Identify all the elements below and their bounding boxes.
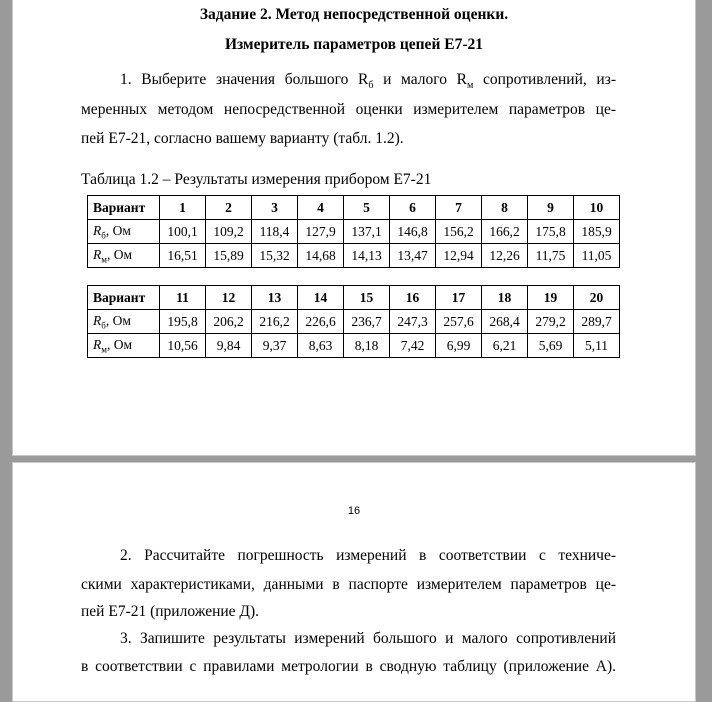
rb-value-cell: 268,4 bbox=[482, 310, 528, 334]
variant-cell: 17 bbox=[436, 286, 482, 310]
rm-value-cell: 15,32 bbox=[252, 244, 298, 268]
rb-value-cell: 236,7 bbox=[344, 310, 390, 334]
paragraph-line: 2. Рассчитайте погрешность измерений в соответствии с техниче- bbox=[120, 547, 616, 564]
row-label: Вариант bbox=[88, 286, 160, 310]
rb-value-cell: 289,7 bbox=[574, 310, 620, 334]
variant-cell: 20 bbox=[574, 286, 620, 310]
table-row-rb bbox=[88, 220, 620, 244]
variant-cell: 5 bbox=[344, 196, 390, 220]
row-label: $R_б$, Ом bbox=[88, 310, 160, 334]
paragraph-line: скими характеристиками, данными в паспорте измерителем параметров це- bbox=[81, 576, 616, 593]
rm-value-cell: 12,26 bbox=[482, 244, 528, 268]
rb-value-cell: 247,3 bbox=[390, 310, 436, 334]
task-title: Задание 2. Метод непосредственной оценки. bbox=[199, 6, 509, 23]
rm-value-cell: 8,63 bbox=[298, 334, 344, 358]
row-label: Вариант bbox=[88, 196, 160, 220]
rm-value-cell: 14,68 bbox=[298, 244, 344, 268]
variant-cell: 7 bbox=[436, 196, 482, 220]
paragraph-line: 1. Выберите значения большого $R_б$ и малого $R_м$ сопротивлений, из- bbox=[120, 71, 616, 92]
rm-value-cell: 11,75 bbox=[528, 244, 574, 268]
rm-value-cell: 9,37 bbox=[252, 334, 298, 358]
variant-cell: 19 bbox=[528, 286, 574, 310]
rm-value-cell: 14,13 bbox=[344, 244, 390, 268]
variant-cell: 6 bbox=[390, 196, 436, 220]
row-label: $R_б$, Ом bbox=[88, 220, 160, 244]
paragraph-line: 3. Запишите результаты измерений большого и малого сопротивлений bbox=[120, 630, 616, 647]
variant-cell: 12 bbox=[206, 286, 252, 310]
variant-cell: 3 bbox=[252, 196, 298, 220]
rm-value-cell: 10,56 bbox=[160, 334, 206, 358]
rm-value-cell: 12,94 bbox=[436, 244, 482, 268]
variant-cell: 9 bbox=[528, 196, 574, 220]
rb-value-cell: 146,8 bbox=[390, 220, 436, 244]
rb-value-cell: 156,2 bbox=[436, 220, 482, 244]
variant-cell: 2 bbox=[206, 196, 252, 220]
rm-value-cell: 9,84 bbox=[206, 334, 252, 358]
rb-value-cell: 118,4 bbox=[252, 220, 298, 244]
variant-cell: 4 bbox=[298, 196, 344, 220]
table-spacer bbox=[88, 268, 620, 286]
rm-value-cell: 13,47 bbox=[390, 244, 436, 268]
variant-cell: 10 bbox=[574, 196, 620, 220]
rb-value-cell: 195,8 bbox=[160, 310, 206, 334]
paragraph-line: пей Е7-21 (приложение Д). bbox=[81, 603, 260, 620]
results-table bbox=[87, 195, 620, 358]
rm-value-cell: 5,11 bbox=[574, 334, 620, 358]
row-label: $R_м$, Ом bbox=[88, 334, 160, 358]
paragraph-line: в соответствии с правилами метрологии в сводную таблицу (приложение А). bbox=[81, 658, 616, 675]
variant-cell: 13 bbox=[252, 286, 298, 310]
task-subtitle: Измеритель параметров цепей Е7-21 bbox=[224, 36, 483, 53]
rm-value-cell: 15,89 bbox=[206, 244, 252, 268]
table-header-row bbox=[88, 196, 620, 220]
rb-value-cell: 100,1 bbox=[160, 220, 206, 244]
document-page-2 bbox=[12, 462, 696, 702]
paragraph-line: меренных методом непосредственной оценки измерителем параметров це- bbox=[81, 101, 616, 118]
rm-value-cell: 5,69 bbox=[528, 334, 574, 358]
rb-value-cell: 206,2 bbox=[206, 310, 252, 334]
rb-value-cell: 175,8 bbox=[528, 220, 574, 244]
rm-value-cell: 11,05 bbox=[574, 244, 620, 268]
table-caption: Таблица 1.2 – Результаты измерения прибором Е7-21 bbox=[81, 171, 432, 188]
rm-value-cell: 6,99 bbox=[436, 334, 482, 358]
document-page-1 bbox=[12, 0, 696, 456]
rm-value-cell: 16,51 bbox=[160, 244, 206, 268]
rm-value-cell: 6,21 bbox=[482, 334, 528, 358]
variant-cell: 15 bbox=[344, 286, 390, 310]
variant-cell: 18 bbox=[482, 286, 528, 310]
rb-value-cell: 226,6 bbox=[298, 310, 344, 334]
rb-value-cell: 185,9 bbox=[574, 220, 620, 244]
rb-value-cell: 279,2 bbox=[528, 310, 574, 334]
rb-value-cell: 109,2 bbox=[206, 220, 252, 244]
table-row-rm bbox=[88, 334, 620, 358]
table-row-rm bbox=[88, 244, 620, 268]
table-row-rb bbox=[88, 310, 620, 334]
spacer-cell bbox=[88, 268, 620, 286]
variant-cell: 8 bbox=[482, 196, 528, 220]
page-number: 16 bbox=[347, 505, 361, 517]
variant-cell: 14 bbox=[298, 286, 344, 310]
variant-cell: 16 bbox=[390, 286, 436, 310]
rb-value-cell: 257,6 bbox=[436, 310, 482, 334]
variant-cell: 11 bbox=[160, 286, 206, 310]
variant-cell: 1 bbox=[160, 196, 206, 220]
rb-value-cell: 166,2 bbox=[482, 220, 528, 244]
rb-value-cell: 127,9 bbox=[298, 220, 344, 244]
rb-value-cell: 137,1 bbox=[344, 220, 390, 244]
table-header-row bbox=[88, 286, 620, 310]
rb-value-cell: 216,2 bbox=[252, 310, 298, 334]
row-label: $R_м$, Ом bbox=[88, 244, 160, 268]
rm-value-cell: 8,18 bbox=[344, 334, 390, 358]
rm-value-cell: 7,42 bbox=[390, 334, 436, 358]
paragraph-line: пей Е7-21, согласно вашему варианту (табл. 1.2). bbox=[81, 130, 404, 147]
